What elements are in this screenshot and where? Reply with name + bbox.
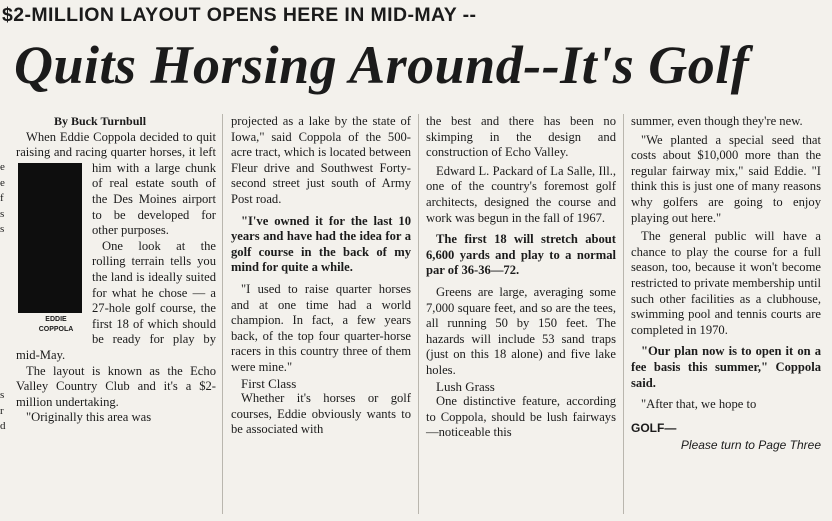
paragraph: One distinctive feature, according to Coppola, should be lush fairways—noticeable this <box>426 394 616 440</box>
kicker-headline: $2-MILLION LAYOUT OPENS HERE IN MID-MAY -- <box>2 4 477 26</box>
subhead-lush-grass: Lush Grass <box>436 378 495 394</box>
paragraph: The first 18 will stretch about 6,600 yards and play to a normal par of 36-36—72. <box>426 232 616 278</box>
column-rule <box>222 114 223 514</box>
margin-fragment: s <box>0 223 5 236</box>
caption-name-bottom: COPPOLA <box>38 325 74 333</box>
main-headline: Quits Horsing Around--It's Golf <box>14 35 750 95</box>
column-rule <box>418 114 419 514</box>
paragraph: "I used to raise quarter horses and at one time had a world champion. In fact, a few years back, of the top four quarter-horse racers in this country three of them were mine." <box>231 281 411 374</box>
article-column-3 <box>426 114 616 441</box>
margin-fragment: r <box>0 404 4 417</box>
article-column-1 <box>16 114 216 426</box>
margin-fragment: s <box>0 388 5 401</box>
column-rule <box>623 114 624 514</box>
paragraph: the best and there has been no skimping in the design and construction of Echo Valley. <box>426 114 616 160</box>
paragraph: When Eddie Coppola decided to quit raising and racing quarter horses, it left EDDIE COPPOLA him with a large chunk of real estate south of the Des Moines airport to be developed for other purposes. <box>16 129 216 333</box>
paragraph: The layout is known as the Echo Valley Country Club and it's a $2-million undertaking. <box>16 363 216 409</box>
photo-image <box>18 163 82 313</box>
paragraph: Edward L. Packard of La Salle, Ill., one of the country's foremost golf architects, designed the course and work was begun in the fall of 1967. <box>426 163 616 225</box>
margin-fragment: f <box>0 192 4 205</box>
paragraph: "I've owned it for the last 10 years and have had the idea for a golf course in the back of my mind for quite a while. <box>231 213 411 275</box>
margin-fragment: e <box>0 176 5 189</box>
byline: By Buck Turnbull <box>54 114 147 128</box>
caption-name-top: EDDIE <box>45 315 67 323</box>
margin-fragment: e <box>0 161 5 173</box>
article-column-2 <box>231 114 411 438</box>
margin-fragment: d <box>0 420 6 433</box>
paragraph: summer, even though they're new. <box>631 114 803 128</box>
jump-tag: GOLF— <box>631 420 677 435</box>
paragraph: "We planted a special seed that costs about $10,000 more than the regular fairway mix," said Eddie. "I think this is just one of many reasons why golfers are going to enjoy playing out here." <box>631 132 821 225</box>
jump-line: Please turn to Page Three <box>680 438 821 453</box>
paragraph: Greens are large, averaging some 7,000 square feet, and so are the tees, all running 50 by 150 feet. The hazards will include 53 sand traps (just on this 18 alone) and five lake holes. <box>426 284 616 377</box>
subhead-first-class: First Class <box>241 375 297 391</box>
paragraph: "After that, we hope to <box>641 397 757 412</box>
paragraph: projected as a lake by the state of Iowa," said Coppola of the 500-acre tract, which is located between Fleur drive and Southwest Forty-second street just south of Army Post road. <box>231 114 411 206</box>
left-margin-fragments <box>0 160 12 435</box>
paragraph: One look at the rolling terrain tells you the land is ideally suited for what he chose — a 27-hole golf course, the first 18 of which should be ready for play by mid-May. <box>16 238 216 362</box>
portrait-photo <box>16 163 86 335</box>
paragraph: "Originally this area was <box>26 410 152 425</box>
article-column-4 <box>631 114 821 454</box>
photo-caption <box>16 315 86 335</box>
paragraph: The general public will have a chance to play the course for a full season, too, because it won't become restricted to private membership until such other facilities as a clubhouse, swimming pool and tennis courts are completed in 1970. <box>631 229 821 337</box>
margin-fragment: s <box>0 207 5 220</box>
paragraph: Whether it's horses or golf courses, Eddie obviously wants to be associated with <box>231 391 411 437</box>
paragraph: "Our plan now is to open it on a fee basis this summer," Coppola said. <box>631 344 821 390</box>
